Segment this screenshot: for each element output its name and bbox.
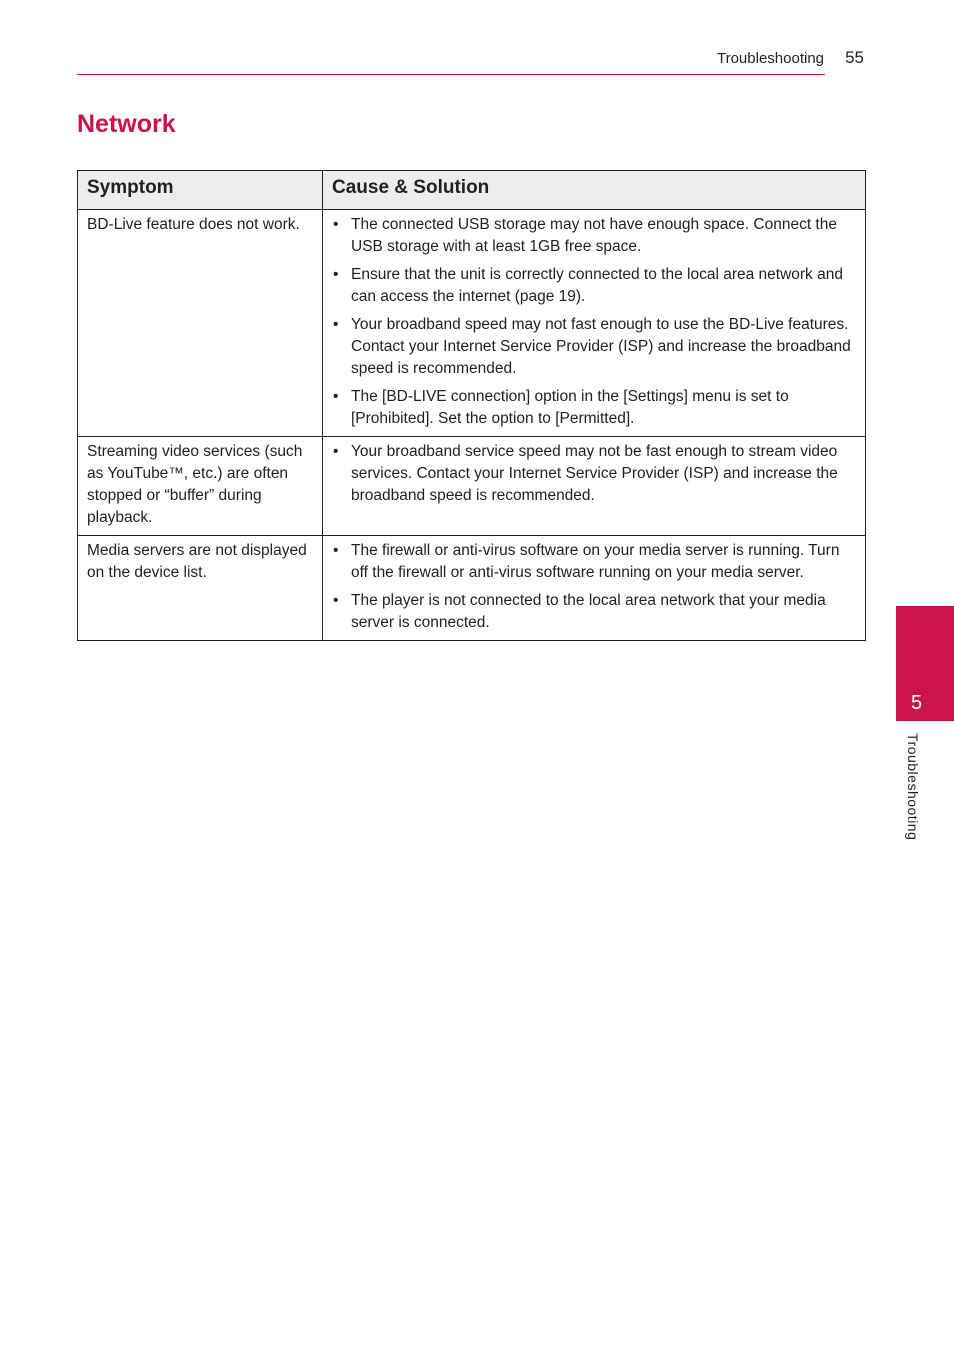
cause-item: • Ensure that the unit is correctly connected to the local area network and can access the internet (page 19). [332,264,857,308]
cause-item: • The [BD-LIVE connection] option in the [Settings] menu is set to [Prohibited]. Set the option to [Permitted]. [332,386,857,430]
header-rule [77,74,825,75]
cause-item: • Your broadband service speed may not be fast enough to stream video services. Contact your Internet Service Provider (ISP) and increase the broadband speed is recommended. [332,441,857,507]
table-header-row [78,171,866,210]
chapter-label: Troubleshooting [905,733,921,841]
cause-item: • Your broadband speed may not fast enough to use the BD-Live features. Contact your Internet Service Provider (ISP) and increase the broadband speed is recommended. [332,314,857,380]
cause-list [332,214,857,430]
cause-list [332,540,857,634]
table-row [78,536,866,641]
page-header [77,46,864,76]
cause-item: • The connected USB storage may not have enough space. Connect the USB storage with at least 1GB free space. [332,214,857,258]
chapter-number: 5 [911,692,923,714]
symptom-cell: Media servers are not displayed on the device list. [78,536,323,641]
table-row [78,210,866,437]
cause-cell [323,437,866,536]
table-row [78,437,866,536]
cause-column-header: Cause & Solution [323,171,866,210]
cause-cell [323,536,866,641]
symptom-column-header: Symptom [78,171,323,210]
cause-item: • The player is not connected to the local area network that your media server is connected. [332,590,857,634]
page-title: Network [77,110,176,138]
cause-cell [323,210,866,437]
symptom-cell: BD-Live feature does not work. [78,210,323,437]
troubleshooting-table [77,170,866,641]
page-number: 55 [845,48,864,67]
cause-item: • The firewall or anti-virus software on your media server is running. Turn off the firewall or anti-virus software running on your media server. [332,540,857,584]
header-section-title: Troubleshooting [716,50,824,67]
symptom-cell: Streaming video services (such as YouTube™, etc.) are often stopped or “buffer” during playback. [78,437,323,536]
chapter-tab [896,606,954,721]
cause-list [332,441,857,507]
